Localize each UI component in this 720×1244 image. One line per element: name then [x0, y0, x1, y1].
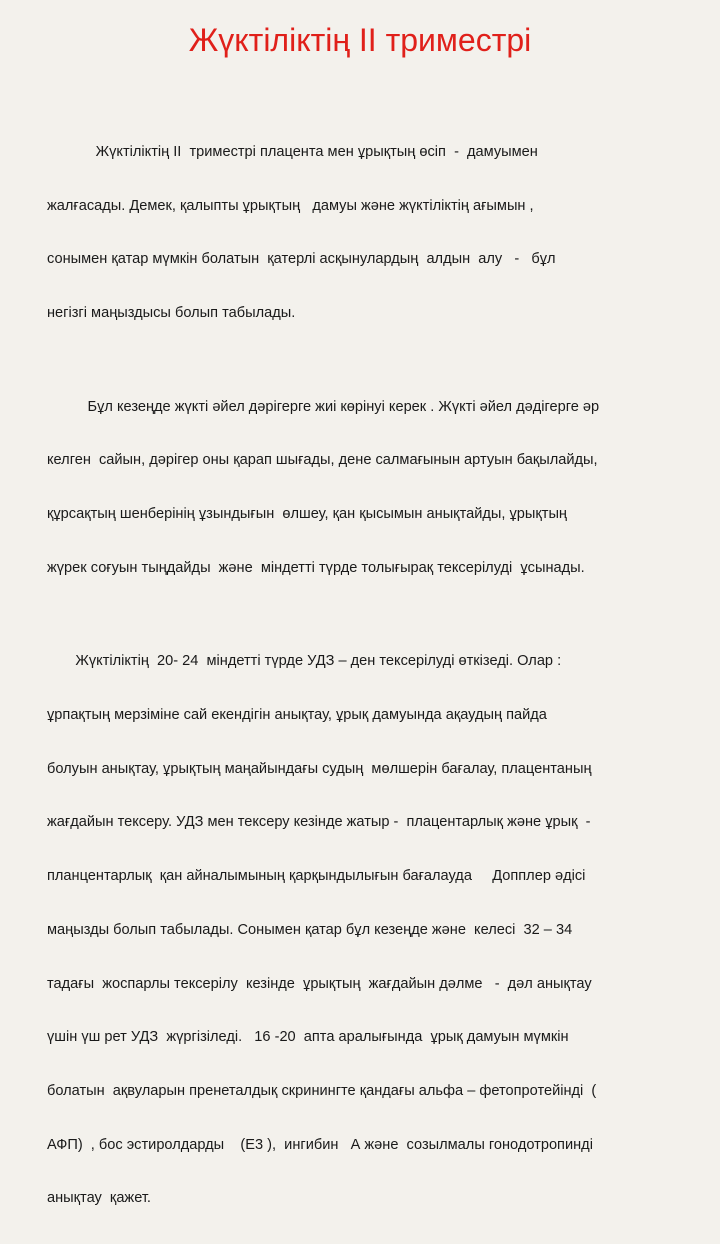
- text-line: жағдайын тексеру. УДЗ мен тексеру кезінде жатыр - плацентарлық және ұрық -: [47, 814, 591, 831]
- text-line: құрсақтың шенберінің ұзындығын өлшеу, қан қысымын анықтайды, ұрықтың: [47, 505, 567, 522]
- text-line: жүрек соғуын тыңдайды және міндетті түрде толығырақ тексерілуді ұсынады.: [47, 559, 585, 576]
- text-line: ұрпақтың мерзіміне сай екендігін анықтау, ұрық дамуында ақаудың пайда: [47, 706, 547, 723]
- slide-body: [47, 108, 702, 1244]
- text-line: сонымен қатар мүмкін болатын қатерлі асқынулардың алдын алу - бұл: [47, 251, 556, 268]
- text-line: болатын ақвуларын пренеталдық скринингте қандағы альфа – фетопротейінді (: [47, 1082, 597, 1099]
- text-line: Жүктіліктің 20- 24 міндетті түрде УДЗ – ден тексерілуді өткізеді. Олар :: [47, 653, 562, 670]
- text-line: Жүктіліктің II триместрі плацента мен ұрықтың өсіп - дамуымен: [47, 143, 538, 160]
- text-line: маңызды болып табылады. Сонымен қатар бұл кезеңде және келесі 32 – 34: [47, 921, 573, 938]
- text-line: тадағы жоспарлы тексерілу кезінде ұрықтың жағдайын дәлме - дәл анықтау: [47, 975, 592, 992]
- paragraph-3: [47, 617, 702, 1244]
- text-line: жалғасады. Демек, қалыпты ұрықтың дамуы және жүктіліктің ағымын ,: [47, 197, 534, 214]
- paragraph-1: [47, 108, 702, 359]
- slide-title: Жүктіліктің II триместрі: [188, 22, 532, 58]
- paragraph-2: [47, 363, 702, 614]
- text-line: АФП) , бос эстиролдарды (Е3 ), ингибин А және созылмалы гонодотропинді: [47, 1136, 593, 1153]
- text-line: Бұл кезеңде жүкті әйел дәрігерге жиі көрінуі керек . Жүкті әйел дәдігерге әр: [47, 398, 600, 415]
- text-line: болуын анықтау, ұрықтың маңайындағы судың мөлшерін бағалау, плацентаның: [47, 760, 592, 777]
- text-line: негізгі маңыздысы болып табылады.: [47, 304, 296, 321]
- text-line: үшін үш рет УДЗ жүргізіледі. 16 -20 апта аралығында ұрық дамуын мүмкін: [47, 1029, 569, 1046]
- text-line: келген сайын, дәрігер оны қарап шығады, дене салмағынын артуын бақылайды,: [47, 452, 598, 469]
- text-line: планцентарлық қан айналымының қарқындылығын бағалауда Допплер әдісі: [47, 868, 586, 885]
- text-line: анықтау қажет.: [47, 1190, 151, 1207]
